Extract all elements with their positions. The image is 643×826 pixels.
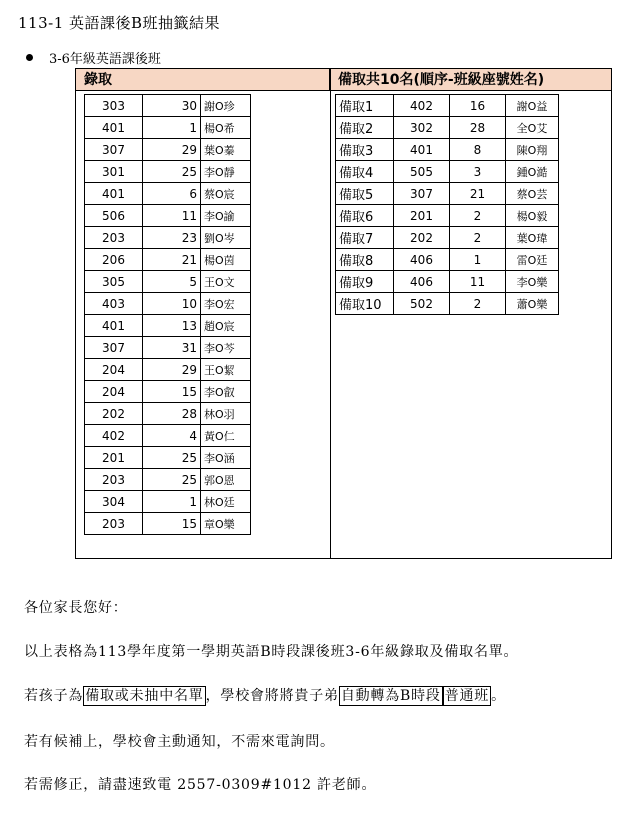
page-title: 113-1 英語課後B班抽籤結果 (18, 14, 221, 32)
greeting-text: 各位家長您好： (24, 600, 128, 616)
admitted-row-cell: 5 (143, 271, 201, 293)
admitted-row (85, 513, 251, 535)
waitlist-row (336, 161, 559, 183)
waitlist-header: 備取共10名(順序-班級座號姓名) (330, 69, 611, 91)
admitted-row (85, 271, 251, 293)
admitted-row-cell: 1 (143, 491, 201, 513)
waitlist-row (336, 249, 559, 271)
waitlist-row-cell: 備取5 (336, 183, 394, 205)
admitted-row-cell: 楊O茵 (201, 249, 251, 271)
admitted-row-cell: 29 (143, 359, 201, 381)
admitted-row-cell: 307 (85, 139, 143, 161)
section-label: 3-6年級英語課後班 (49, 52, 161, 67)
admitted-row-cell: 劉O岑 (201, 227, 251, 249)
waitlist-row-cell: 備取4 (336, 161, 394, 183)
waitlist-row-cell: 備取7 (336, 227, 394, 249)
admitted-row (85, 117, 251, 139)
admitted-row (85, 315, 251, 337)
highlight-regular-class: 普通班 (444, 688, 490, 704)
waitlist-row-cell: 505 (394, 161, 450, 183)
admitted-row-cell: 29 (143, 139, 201, 161)
notice-line-1: 以上表格為113學年度第一學期英語B時段課後班3-6年級錄取及備取名單。 (24, 644, 519, 660)
admitted-row (85, 491, 251, 513)
admitted-row-cell: 李O叡 (201, 381, 251, 403)
waitlist-row-cell: 302 (394, 117, 450, 139)
admitted-row-cell: 1 (143, 117, 201, 139)
admitted-row-cell: 203 (85, 227, 143, 249)
admitted-row (85, 337, 251, 359)
waitlist-row-cell: 蕭O樂 (506, 293, 559, 315)
admitted-row-cell: 305 (85, 271, 143, 293)
waitlist-row-cell: 307 (394, 183, 450, 205)
admitted-row-cell: 李O靜 (201, 161, 251, 183)
waitlist-list (335, 94, 559, 315)
admitted-row-cell: 23 (143, 227, 201, 249)
waitlist-row-cell: 鍾O澔 (506, 161, 559, 183)
waitlist-row-cell: 備取10 (336, 293, 394, 315)
bullet-icon (26, 54, 33, 61)
admitted-row-cell: 李O諭 (201, 205, 251, 227)
admitted-row (85, 403, 251, 425)
admitted-row-cell: 13 (143, 315, 201, 337)
admitted-row-cell: 203 (85, 513, 143, 535)
waitlist-row-cell: 備取3 (336, 139, 394, 161)
admitted-row (85, 161, 251, 183)
admitted-row-cell: 李O宏 (201, 293, 251, 315)
waitlist-row-cell: 502 (394, 293, 450, 315)
admitted-row-cell: 李O涵 (201, 447, 251, 469)
waitlist-row-cell: 3 (450, 161, 506, 183)
admitted-row-cell: 202 (85, 403, 143, 425)
notice-line-2 (24, 685, 506, 705)
waitlist-row-cell: 201 (394, 205, 450, 227)
waitlist-row (336, 293, 559, 315)
admitted-row-cell: 11 (143, 205, 201, 227)
waitlist-row (336, 139, 559, 161)
admitted-row-cell: 204 (85, 381, 143, 403)
admitted-row-cell: 402 (85, 425, 143, 447)
waitlist-row-cell: 蔡O芸 (506, 183, 559, 205)
waitlist-row (336, 205, 559, 227)
admitted-row (85, 293, 251, 315)
admitted-row-cell: 林O廷 (201, 491, 251, 513)
waitlist-row-cell: 全O艾 (506, 117, 559, 139)
waitlist-row-cell: 202 (394, 227, 450, 249)
waitlist-row-cell: 28 (450, 117, 506, 139)
notice-line-3: 若有候補上，學校會主動通知，不需來電詢問。 (24, 734, 335, 750)
admitted-row-cell: 楊O希 (201, 117, 251, 139)
admitted-row (85, 183, 251, 205)
admitted-row-cell: 王O絜 (201, 359, 251, 381)
waitlist-row-cell: 401 (394, 139, 450, 161)
admitted-row-cell: 10 (143, 293, 201, 315)
waitlist-row-cell: 謝O益 (506, 95, 559, 117)
notice-line-2-a: 若孩子為 (24, 688, 84, 704)
admitted-list (84, 94, 251, 535)
waitlist-row-cell: 1 (450, 249, 506, 271)
admitted-row-cell: 403 (85, 293, 143, 315)
waitlist-row-cell: 備取8 (336, 249, 394, 271)
admitted-row-cell: 郭O恩 (201, 469, 251, 491)
admitted-row-cell: 301 (85, 161, 143, 183)
admitted-row-cell: 葉O蓁 (201, 139, 251, 161)
admitted-row-cell: 李O芩 (201, 337, 251, 359)
waitlist-row-cell: 陳O翔 (506, 139, 559, 161)
waitlist-row-cell: 備取1 (336, 95, 394, 117)
admitted-row-cell: 林O羽 (201, 403, 251, 425)
admitted-row-cell: 28 (143, 403, 201, 425)
admitted-row-cell: 黃O仁 (201, 425, 251, 447)
admitted-row-cell: 章O樂 (201, 513, 251, 535)
waitlist-row-cell: 406 (394, 271, 450, 293)
waitlist-row-cell: 2 (450, 205, 506, 227)
waitlist-row-cell: 2 (450, 293, 506, 315)
admitted-row-cell: 307 (85, 337, 143, 359)
admitted-row-cell: 4 (143, 425, 201, 447)
admitted-row (85, 249, 251, 271)
waitlist-row-cell: 8 (450, 139, 506, 161)
admitted-row-cell: 206 (85, 249, 143, 271)
waitlist-row-cell: 葉O瑋 (506, 227, 559, 249)
admitted-row-cell: 15 (143, 513, 201, 535)
waitlist-row (336, 227, 559, 249)
admitted-row (85, 139, 251, 161)
admitted-row-cell: 201 (85, 447, 143, 469)
column-divider (330, 69, 331, 558)
admitted-row-cell: 401 (85, 183, 143, 205)
waitlist-row-cell: 李O樂 (506, 271, 559, 293)
admitted-row-cell: 401 (85, 315, 143, 337)
waitlist-row-cell: 楊O毅 (506, 205, 559, 227)
admitted-row-cell: 6 (143, 183, 201, 205)
waitlist-row-cell: 11 (450, 271, 506, 293)
admitted-row (85, 447, 251, 469)
admitted-row-cell: 趙O宸 (201, 315, 251, 337)
waitlist-row-cell: 21 (450, 183, 506, 205)
section-heading (26, 48, 161, 67)
waitlist-row (336, 271, 559, 293)
admitted-row (85, 425, 251, 447)
waitlist-row (336, 183, 559, 205)
admitted-row-cell: 303 (85, 95, 143, 117)
admitted-row-cell: 204 (85, 359, 143, 381)
admitted-row-cell: 25 (143, 469, 201, 491)
waitlist-row-cell: 備取6 (336, 205, 394, 227)
admitted-row-cell: 30 (143, 95, 201, 117)
admitted-row-cell: 203 (85, 469, 143, 491)
highlight-auto-transfer: 自動轉為B時段 (340, 688, 441, 704)
admitted-row-cell: 謝O珍 (201, 95, 251, 117)
admitted-row-cell: 21 (143, 249, 201, 271)
waitlist-row (336, 117, 559, 139)
admitted-row-cell: 15 (143, 381, 201, 403)
admitted-row-cell: 蔡O宸 (201, 183, 251, 205)
admitted-row-cell: 506 (85, 205, 143, 227)
admitted-row-cell: 25 (143, 447, 201, 469)
waitlist-row-cell: 406 (394, 249, 450, 271)
waitlist-row-cell: 2 (450, 227, 506, 249)
waitlist-row-cell: 402 (394, 95, 450, 117)
admitted-row-cell: 31 (143, 337, 201, 359)
notice-line-2-c: 。 (491, 688, 506, 704)
waitlist-row-cell: 16 (450, 95, 506, 117)
admitted-row-cell: 王O文 (201, 271, 251, 293)
admitted-row-cell: 401 (85, 117, 143, 139)
admitted-row (85, 381, 251, 403)
waitlist-row-cell: 備取2 (336, 117, 394, 139)
admitted-row-cell: 304 (85, 491, 143, 513)
admitted-row (85, 359, 251, 381)
admitted-row (85, 95, 251, 117)
waitlist-row-cell: 備取9 (336, 271, 394, 293)
admitted-row (85, 227, 251, 249)
notice-line-4: 若需修正，請盡速致電 2557-0309#1012 許老師。 (24, 777, 377, 793)
admitted-row (85, 469, 251, 491)
waitlist-row-cell: 雷O廷 (506, 249, 559, 271)
admitted-row (85, 205, 251, 227)
admitted-header: 錄取 (76, 69, 330, 91)
admitted-row-cell: 25 (143, 161, 201, 183)
results-table (75, 68, 612, 559)
notice-line-2-b: ，學校會將將貴子弟 (205, 688, 339, 704)
waitlist-row (336, 95, 559, 117)
highlight-waitlist: 備取或未抽中名單 (85, 688, 204, 704)
